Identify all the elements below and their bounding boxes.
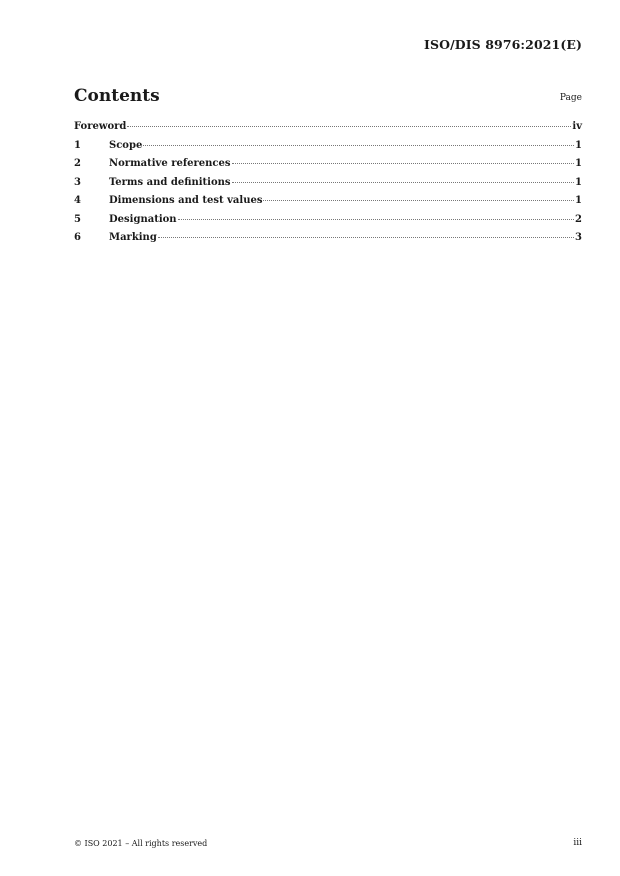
toc-entry-title: Dimensions and test values	[109, 195, 263, 206]
toc-dot-leader	[158, 237, 574, 238]
toc-entry-number: 3	[74, 176, 81, 188]
toc-dot-leader	[178, 219, 574, 220]
toc-entry-page: 1	[575, 139, 582, 151]
toc-entry-page: 1	[575, 176, 582, 188]
toc-dot-leader	[263, 200, 574, 201]
toc-entry-number: 2	[74, 158, 81, 169]
toc-entry-page: iv	[572, 121, 582, 132]
table-of-contents	[74, 121, 582, 251]
toc-entry-page: 1	[575, 158, 582, 169]
toc-entry-page: 1	[575, 195, 582, 206]
toc-entry-title: Normative references	[109, 158, 231, 169]
toc-entry-title: Foreword	[74, 121, 127, 132]
toc-entry-scope[interactable]	[74, 140, 582, 159]
toc-entry-designation[interactable]	[74, 214, 582, 233]
toc-entry-number: 4	[74, 195, 81, 206]
toc-entry-dimensions-and-test-values[interactable]	[74, 195, 582, 214]
toc-entry-marking[interactable]	[74, 232, 582, 251]
toc-dot-leader	[232, 182, 575, 183]
toc-entry-terms-and-definitions[interactable]	[74, 177, 582, 196]
footer-copyright: © ISO 2021 – All rights reserved	[74, 839, 208, 848]
toc-entry-number: 1	[74, 139, 81, 151]
toc-entry-page: 2	[575, 213, 582, 225]
toc-entry-number: 6	[74, 232, 81, 243]
toc-entry-normative-references[interactable]	[74, 158, 582, 177]
toc-entry-title: Scope	[109, 139, 143, 151]
toc-entry-page: 3	[575, 232, 582, 243]
document-identifier: ISO/DIS 8976:2021(E)	[424, 37, 582, 52]
contents-heading: Contents	[74, 86, 160, 106]
footer-page-number: iii	[573, 838, 582, 848]
toc-entry-foreword[interactable]	[74, 121, 582, 140]
toc-entry-number: 5	[74, 213, 81, 225]
toc-dot-leader	[127, 126, 571, 127]
toc-entry-title: Marking	[109, 232, 157, 243]
toc-entry-title: Terms and definitions	[109, 176, 231, 188]
page-column-label: Page	[559, 93, 582, 103]
toc-dot-leader	[232, 163, 575, 164]
toc-dot-leader	[143, 145, 574, 146]
toc-entry-title: Designation	[109, 213, 177, 225]
